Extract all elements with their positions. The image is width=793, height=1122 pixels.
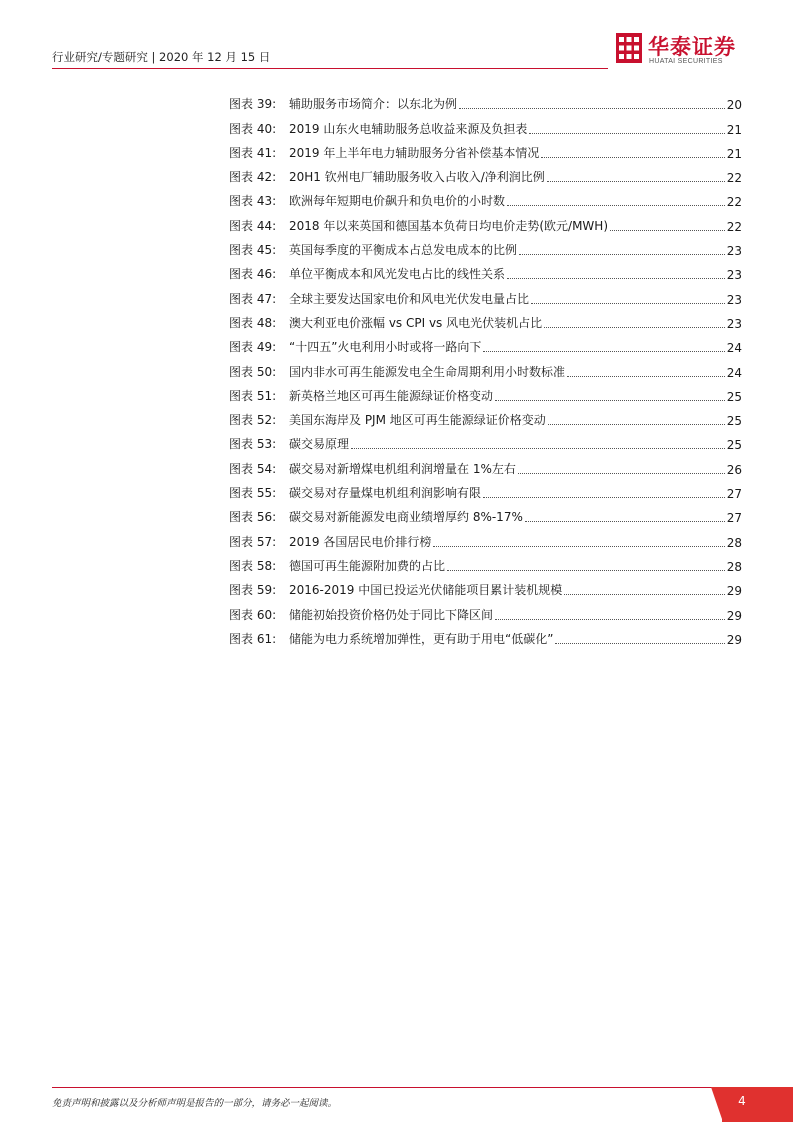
toc-entry-number: 图表 50: [229, 364, 277, 379]
toc-entry-number: 图表 58: [229, 558, 277, 573]
toc-entry[interactable] [229, 161, 742, 185]
toc-dot-leader [518, 473, 725, 474]
toc-dot-leader [447, 570, 725, 571]
toc-entry-title: 2019 山东火电辅助服务总收益来源及负担表 [289, 121, 528, 136]
page-number: 4 [738, 1094, 746, 1108]
toc-entry-number: 图表 60: [229, 607, 277, 622]
toc-dot-leader [531, 303, 725, 304]
toc-entry-number: 图表 55: [229, 486, 277, 501]
logo-chinese-name: 华泰证券 [648, 35, 736, 59]
toc-entry-title: “十四五”火电利用小时或将一路向下 [289, 340, 482, 355]
toc-entry-page: 21 [726, 122, 742, 137]
toc-entry[interactable] [229, 477, 742, 501]
toc-dot-leader [483, 497, 725, 498]
footer-disclaimer: 免责声明和披露以及分析师声明是报告的一部分，请务必一起阅读。 [52, 1098, 338, 1109]
toc-dot-leader [507, 205, 725, 206]
toc-entry[interactable] [229, 525, 742, 549]
toc-dot-leader [525, 521, 725, 522]
toc-dot-leader [483, 351, 724, 352]
toc-entry[interactable] [229, 623, 742, 647]
toc-entry-number: 图表 51: [229, 388, 277, 403]
toc-entry[interactable] [229, 355, 742, 379]
toc-entry-page: 24 [726, 365, 742, 380]
toc-entry[interactable] [229, 574, 742, 598]
toc-entry-title: 储能为电力系统增加弹性，更有助于用电“低碳化” [289, 631, 554, 646]
toc-entry[interactable] [229, 404, 742, 428]
toc-entry-title: 储能初始投资价格仍处于同比下降区间 [289, 607, 494, 622]
toc-entry-number: 图表 54: [229, 461, 277, 476]
toc-dot-leader [541, 157, 724, 158]
figure-list [229, 88, 742, 647]
toc-entry-title: 20H1 钦州电厂辅助服务收入占收入/净利润比例 [289, 170, 545, 185]
toc-entry-title: 碳交易对存量煤电机组利润影响有限 [289, 486, 482, 501]
toc-entry-number: 图表 49: [229, 340, 277, 355]
toc-entry[interactable] [229, 598, 742, 622]
toc-entry-title: 美国东海岸及 PJM 地区可再生能源绿证价格变动 [289, 413, 546, 428]
toc-dot-leader [433, 546, 724, 547]
toc-entry-number: 图表 40: [229, 121, 277, 136]
toc-entry-number: 图表 39: [229, 97, 277, 112]
toc-dot-leader [519, 254, 725, 255]
toc-dot-leader [548, 424, 725, 425]
toc-entry-title: 英国每季度的平衡成本占总发电成本的比例 [289, 243, 518, 258]
toc-entry-page: 29 [726, 608, 742, 623]
header-breadcrumb: 行业研究/专题研究 | 2020 年 12 月 15 日 [52, 50, 271, 64]
toc-entry-number: 图表 41: [229, 145, 277, 160]
toc-entry-page: 28 [726, 535, 742, 550]
toc-entry-number: 图表 44: [229, 218, 277, 233]
toc-entry-title: 2016-2019 中国已投运光伏储能项目累计装机规模 [289, 583, 563, 598]
toc-dot-leader [495, 400, 725, 401]
toc-dot-leader [564, 594, 724, 595]
toc-entry-page: 20 [726, 98, 742, 113]
toc-entry-title: 国内非水可再生能源发电全生命周期利用小时数标准 [289, 364, 566, 379]
toc-entry-title: 德国可再生能源附加费的占比 [289, 558, 446, 573]
toc-entry-page: 21 [726, 146, 742, 161]
toc-dot-leader [544, 327, 725, 328]
toc-entry[interactable] [229, 501, 742, 525]
toc-entry-page: 23 [726, 316, 742, 331]
toc-dot-leader [567, 376, 725, 377]
toc-entry-page: 29 [726, 632, 742, 647]
toc-entry-page: 23 [726, 292, 742, 307]
toc-entry-page: 25 [726, 438, 742, 453]
toc-dot-leader [507, 278, 725, 279]
toc-entry-title: 2019 年上半年电力辅助服务分省补偿基本情况 [289, 145, 540, 160]
toc-entry-number: 图表 56: [229, 510, 277, 525]
toc-entry-title: 碳交易原理 [289, 437, 350, 452]
toc-entry-title: 单位平衡成本和风光发电占比的线性关系 [289, 267, 506, 282]
toc-entry-title: 欧洲每年短期电价飙升和负电价的小时数 [289, 194, 506, 209]
toc-entry-title: 全球主要发达国家电价和风电光伏发电量占比 [289, 291, 530, 306]
toc-entry-page: 22 [726, 171, 742, 186]
toc-dot-leader [547, 181, 725, 182]
company-logo [616, 30, 746, 70]
toc-entry-number: 图表 43: [229, 194, 277, 209]
toc-entry-number: 图表 47: [229, 291, 277, 306]
toc-entry-page: 22 [726, 219, 742, 234]
logo-english-name: HUATAI SECURITIES [649, 58, 723, 65]
toc-entry[interactable] [229, 234, 742, 258]
toc-entry-title: 新英格兰地区可再生能源绿证价格变动 [289, 388, 494, 403]
footer-divider [52, 1087, 722, 1088]
toc-entry[interactable] [229, 209, 742, 233]
toc-entry-title: 碳交易对新增煤电机组利润增量在 1%左右 [289, 461, 516, 476]
toc-entry[interactable] [229, 307, 742, 331]
toc-entry-page: 25 [726, 389, 742, 404]
toc-entry-number: 图表 53: [229, 437, 277, 452]
toc-entry-page: 22 [726, 195, 742, 210]
toc-entry-page: 23 [726, 268, 742, 283]
toc-entry-page: 23 [726, 244, 742, 259]
toc-entry-number: 图表 48: [229, 315, 277, 330]
toc-entry-number: 图表 46: [229, 267, 277, 282]
toc-entry[interactable] [229, 380, 742, 404]
toc-entry-number: 图表 45: [229, 243, 277, 258]
header-divider [52, 68, 608, 69]
toc-entry-page: 29 [726, 584, 742, 599]
toc-entry[interactable] [229, 258, 742, 282]
toc-entry[interactable] [229, 282, 742, 306]
toc-entry-page: 28 [726, 559, 742, 574]
toc-entry-page: 24 [726, 341, 742, 356]
toc-dot-leader [610, 230, 725, 231]
toc-entry-title: 2018 年以来英国和德国基本负荷日均电价走势(欧元/MWH) [289, 218, 609, 233]
toc-entry-title: 澳大利亚电价涨幅 vs CPI vs 风电光伏装机占比 [289, 315, 543, 330]
toc-dot-leader [555, 643, 724, 644]
toc-entry[interactable] [229, 452, 742, 476]
toc-entry-page: 25 [726, 414, 742, 429]
toc-entry-number: 图表 57: [229, 534, 277, 549]
toc-entry-number: 图表 59: [229, 583, 277, 598]
toc-dot-leader [351, 448, 725, 449]
toc-dot-leader [459, 108, 725, 109]
toc-dot-leader [529, 133, 724, 134]
toc-entry-page: 27 [726, 511, 742, 526]
toc-entry-page: 27 [726, 487, 742, 502]
toc-entry[interactable] [229, 88, 742, 112]
toc-entry-page: 26 [726, 462, 742, 477]
toc-entry-number: 图表 61: [229, 631, 277, 646]
toc-entry[interactable] [229, 112, 742, 136]
toc-entry[interactable] [229, 185, 742, 209]
toc-entry-title: 2019 各国居民电价排行榜 [289, 534, 432, 549]
toc-entry[interactable] [229, 331, 742, 355]
toc-entry[interactable] [229, 550, 742, 574]
toc-entry-title: 碳交易对新能源发电商业绩增厚约 8%-17% [289, 510, 523, 525]
toc-dot-leader [495, 619, 725, 620]
toc-entry[interactable] [229, 137, 742, 161]
toc-entry-number: 图表 42: [229, 170, 277, 185]
huatai-logo-mark-icon [616, 33, 642, 63]
toc-entry-number: 图表 52: [229, 413, 277, 428]
toc-entry[interactable] [229, 428, 742, 452]
toc-entry-title: 辅助服务市场简介：以东北为例 [289, 97, 458, 112]
